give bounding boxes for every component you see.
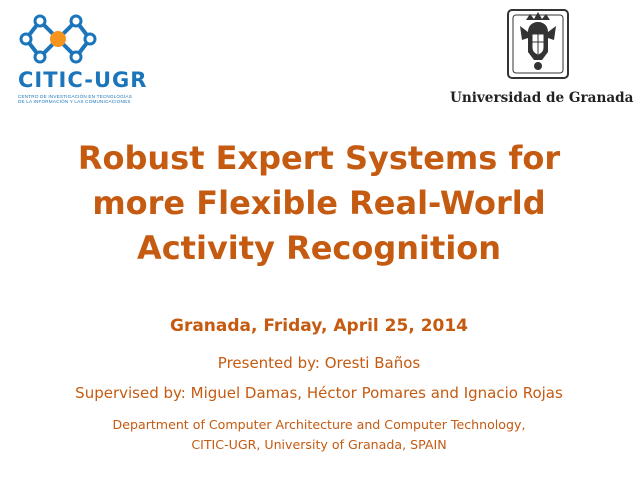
ugr-logo (440, 6, 634, 106)
citic-wordmark-dash: - (84, 68, 94, 92)
supervisors: Supervised by: Miguel Damas, Héctor Pomares and Ignacio Rojas (75, 384, 563, 402)
citic-subtitle-line2: DE LA INFORMACIÓN Y LAS COMUNICACIONES (18, 99, 131, 105)
department-line-1: Department of Computer Architecture and Computer Technology, (112, 417, 526, 432)
title-line-1: Robust Expert Systems for (77, 139, 561, 177)
citic-subtitle-line1: CENTRO DE INVESTIGACIÓN EN TECNOLOGÍAS (18, 94, 132, 99)
title-line-3: Activity Recognition (136, 229, 502, 267)
citic-wordmark (18, 68, 147, 92)
citic-wordmark-main: CITIC (18, 68, 85, 92)
citic-network-icon (18, 10, 98, 68)
presentation-title (40, 136, 598, 271)
presenter: Presented by: Oresti Baños (217, 354, 421, 372)
title-line-2: more Flexible Real-World (92, 184, 546, 222)
ugr-seal-icon (506, 6, 570, 82)
citic-ugr-logo (14, 10, 174, 110)
presentation-date: Granada, Friday, April 25, 2014 (169, 316, 469, 336)
citic-wordmark-end: UGR (93, 68, 148, 92)
department-line-2: CITIC-UGR, University of Granada, SPAIN (191, 437, 447, 452)
ugr-name: Universidad de Granada (450, 90, 634, 106)
citic-subtitle (18, 94, 168, 105)
department-affiliation (0, 415, 638, 455)
